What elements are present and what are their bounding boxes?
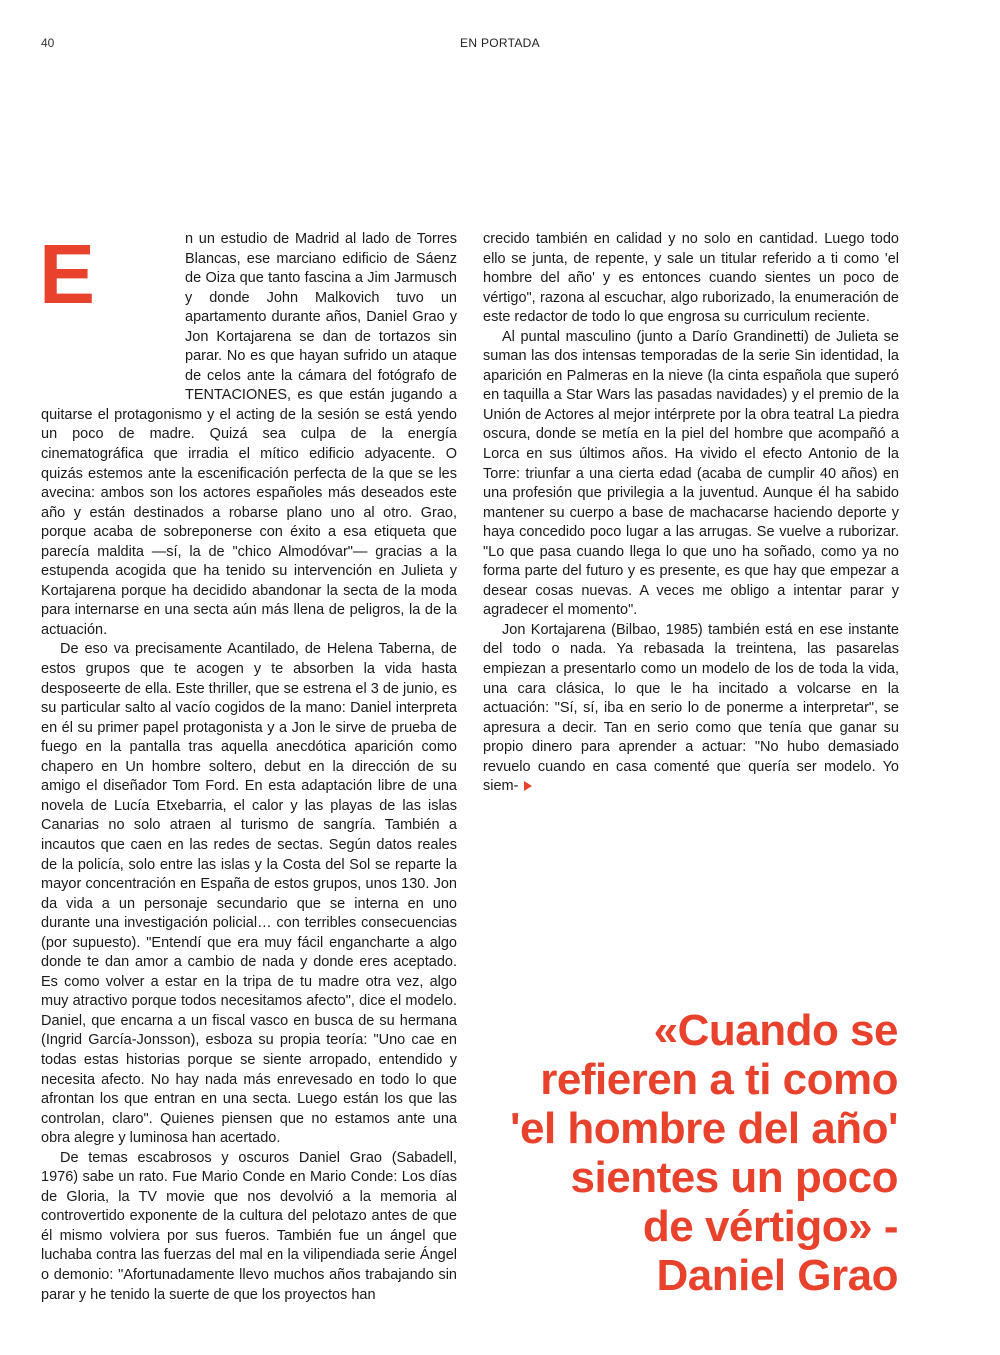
- page-number: 40: [41, 36, 55, 50]
- pull-quote-line: «Cuando se: [653, 1006, 898, 1055]
- drop-cap: E: [39, 227, 96, 321]
- article-paragraph: n un estudio de Madrid al lado de Torres Blancas, ese marciano edificio de Sáenz de Oiza que tanto fascina a Jim Jarmusch y donde John Malkovich tuvo un apartamento durante años, Daniel Grao y Jon Kortajarena se dan de tortazos sin parar. No es que hayan sufrido un ataque de celos ante la cámara del fotógrafo de TENTACIONES, es que están jugando a quitarse el protagonismo y el acting de la sesión se está yendo un poco de madre. Quizá sea culpa de la energía cinematográfica que irradia el mítico edificio adyacente. O quizás estemos ante la escenificación perfecta de la que se les avecina: ambos son los actores españoles más deseados este año y están destinados a robarse plano uno al otro. Grao, porque acaba de sobreponerse con éxito a esa etiqueta que parecía maldita —sí, la de "chico Almodóvar"— gracias a la estupenda acogida que ha tenido su intervención en Julieta y Kortajarena porque ha decidido abandonar la secta de la moda para internarse en una secta aún más llena de peligros, la de la actuación.: [41, 231, 457, 638]
- pull-quote-line: Daniel Grao: [656, 1251, 898, 1300]
- pull-quote-line: de vértigo» -: [642, 1202, 898, 1251]
- pull-quote-line: 'el hombre del año': [510, 1104, 898, 1153]
- article-column-right: [483, 230, 899, 797]
- article-paragraph-text: Jon Kortajarena (Bilbao, 1985) también está en ese instante del todo o nada. Ya rebasada la treintena, las pasarelas empiezan a presentarlo como un modelo de los de toda la vida, una cara clásica, lo que le ha incitado a volcarse en la actuación: "Sí, sí, iba en serio lo de ponerme a interpretar", se apresura a decir. Tan en serio como que tenía que ganar su propio dinero para aprender a actuar: "No hubo demasiado revuelo cuando en casa comenté que quería ser modelo. Yo siem-: [483, 621, 899, 795]
- section-title: EN PORTADA: [460, 36, 540, 50]
- article-paragraph: Al puntal masculino (junto a Darío Grandinetti) de Julieta se suman las dos intensas temporadas de la serie Sin identidad, la aparición en Palmeras en la nieve (la cinta española que superó en taquilla a Star Wars las pasadas navidades) y el premio de la Unión de Actores al mejor intérprete por la obra teatral La piedra oscura, donde se metía en la piel del hombre que acompañó a Lorca en sus últimos años. Ha vivido el efecto Antonio de la Torre: triunfar a una cierta edad (acaba de cumplir 40 años) en una profesión que privilegia a la juventud. Aunque él ha sabido mantener su cuerpo a base de machacarse haciendo deporte y haya concedido poco lugar a las arrugas. Se vuelve a ruborizar. "Lo que pasa cuando llega lo que uno ha soñado, como ya no forma parte del futuro y es presente, es que hay que empezar a desear cosas nuevas. A veces me obligo a intentar parar y agradecer el momento".: [483, 328, 899, 619]
- article-paragraph-last: [483, 621, 899, 797]
- pull-quote: [438, 1006, 898, 1300]
- article-column-left: [39, 227, 457, 1305]
- pull-quote-line: refieren a ti como: [540, 1055, 898, 1104]
- article-paragraph: De eso va precisamente Acantilado, de Helena Taberna, de estos grupos que te acogen y te absorben la vida hasta desposeerte de ella. Este thriller, que se estrena el 3 de junio, es su particular salto al vacío cogidos de la mano: Daniel interpreta en él su primer papel protagonista y a Jon le sirve de prueba de fuego en la pantalla tras aquella anecdótica aparición como chapero en Un hombre soltero, debut en la dirección de su amigo el diseñador Tom Ford. En esta adaptación libre de una novela de Lucía Etxebarria, el calor y las playas de las islas Canarias no solo atraen al turismo de sangría. También a incautos que caen en las redes de sectas. Según datos reales de la policía, solo entre las islas y la Costa del Sol se reparte la mayor concentración en España de estos grupos, unos 130. Jon da vida a un personaje secundario que se interna en uno durante una investigación policial… con terribles consecuencias (por supuesto). "Entendí que era muy fácil engancharte a algo donde te dan amor a cambio de nada y donde eres aceptado. Es como volver a estar en la tripa de tu madre otra vez, algo muy atractivo porque todos necesitamos afecto", dice el modelo. Daniel, que encarna a un fiscal vasco en busca de su hermana (Ingrid García-Jonsson), esboza su propia teoría: "Uno cae en todas estas historias porque se siente arropado, entendido y necesita afecto. No hay nada más enrevesado en todo lo que afrontan los que entran en una secta. Luego están los que las controlan, claro". Quienes piensen que no estamos ante una obra alegre y luminosa han acertado.: [41, 641, 457, 1147]
- article-paragraph: crecido también en calidad y no solo en cantidad. Luego todo ello se junta, de repente, y sale un titular referido a ti como 'el hombre del año' y es entonces cuando sientes un poco de vértigo", razona al escuchar, algo ruborizado, la enumeración de este redactor de todo lo que engrosa su curriculum reciente.: [483, 231, 899, 326]
- article-paragraph: De temas escabrosos y oscuros Daniel Grao (Sabadell, 1976) sabe un rato. Fue Mario Conde en Mario Conde: Los días de Gloria, la TV movie que nos devolvió a la memoria al controvertido exponente de la cultura del pelotazo antes de que él mismo volviera por sus fueros. También fue un ángel que luchaba contra las fuerzas del mal en la vilipendiada serie Ángel o demonio: "Afortunadamente llevo muchos años trabajando sin parar y he tenido la suerte de que los proyectos han: [41, 1149, 457, 1303]
- pull-quote-line: sientes un poco: [570, 1153, 898, 1202]
- right-triangle-icon: [524, 781, 532, 791]
